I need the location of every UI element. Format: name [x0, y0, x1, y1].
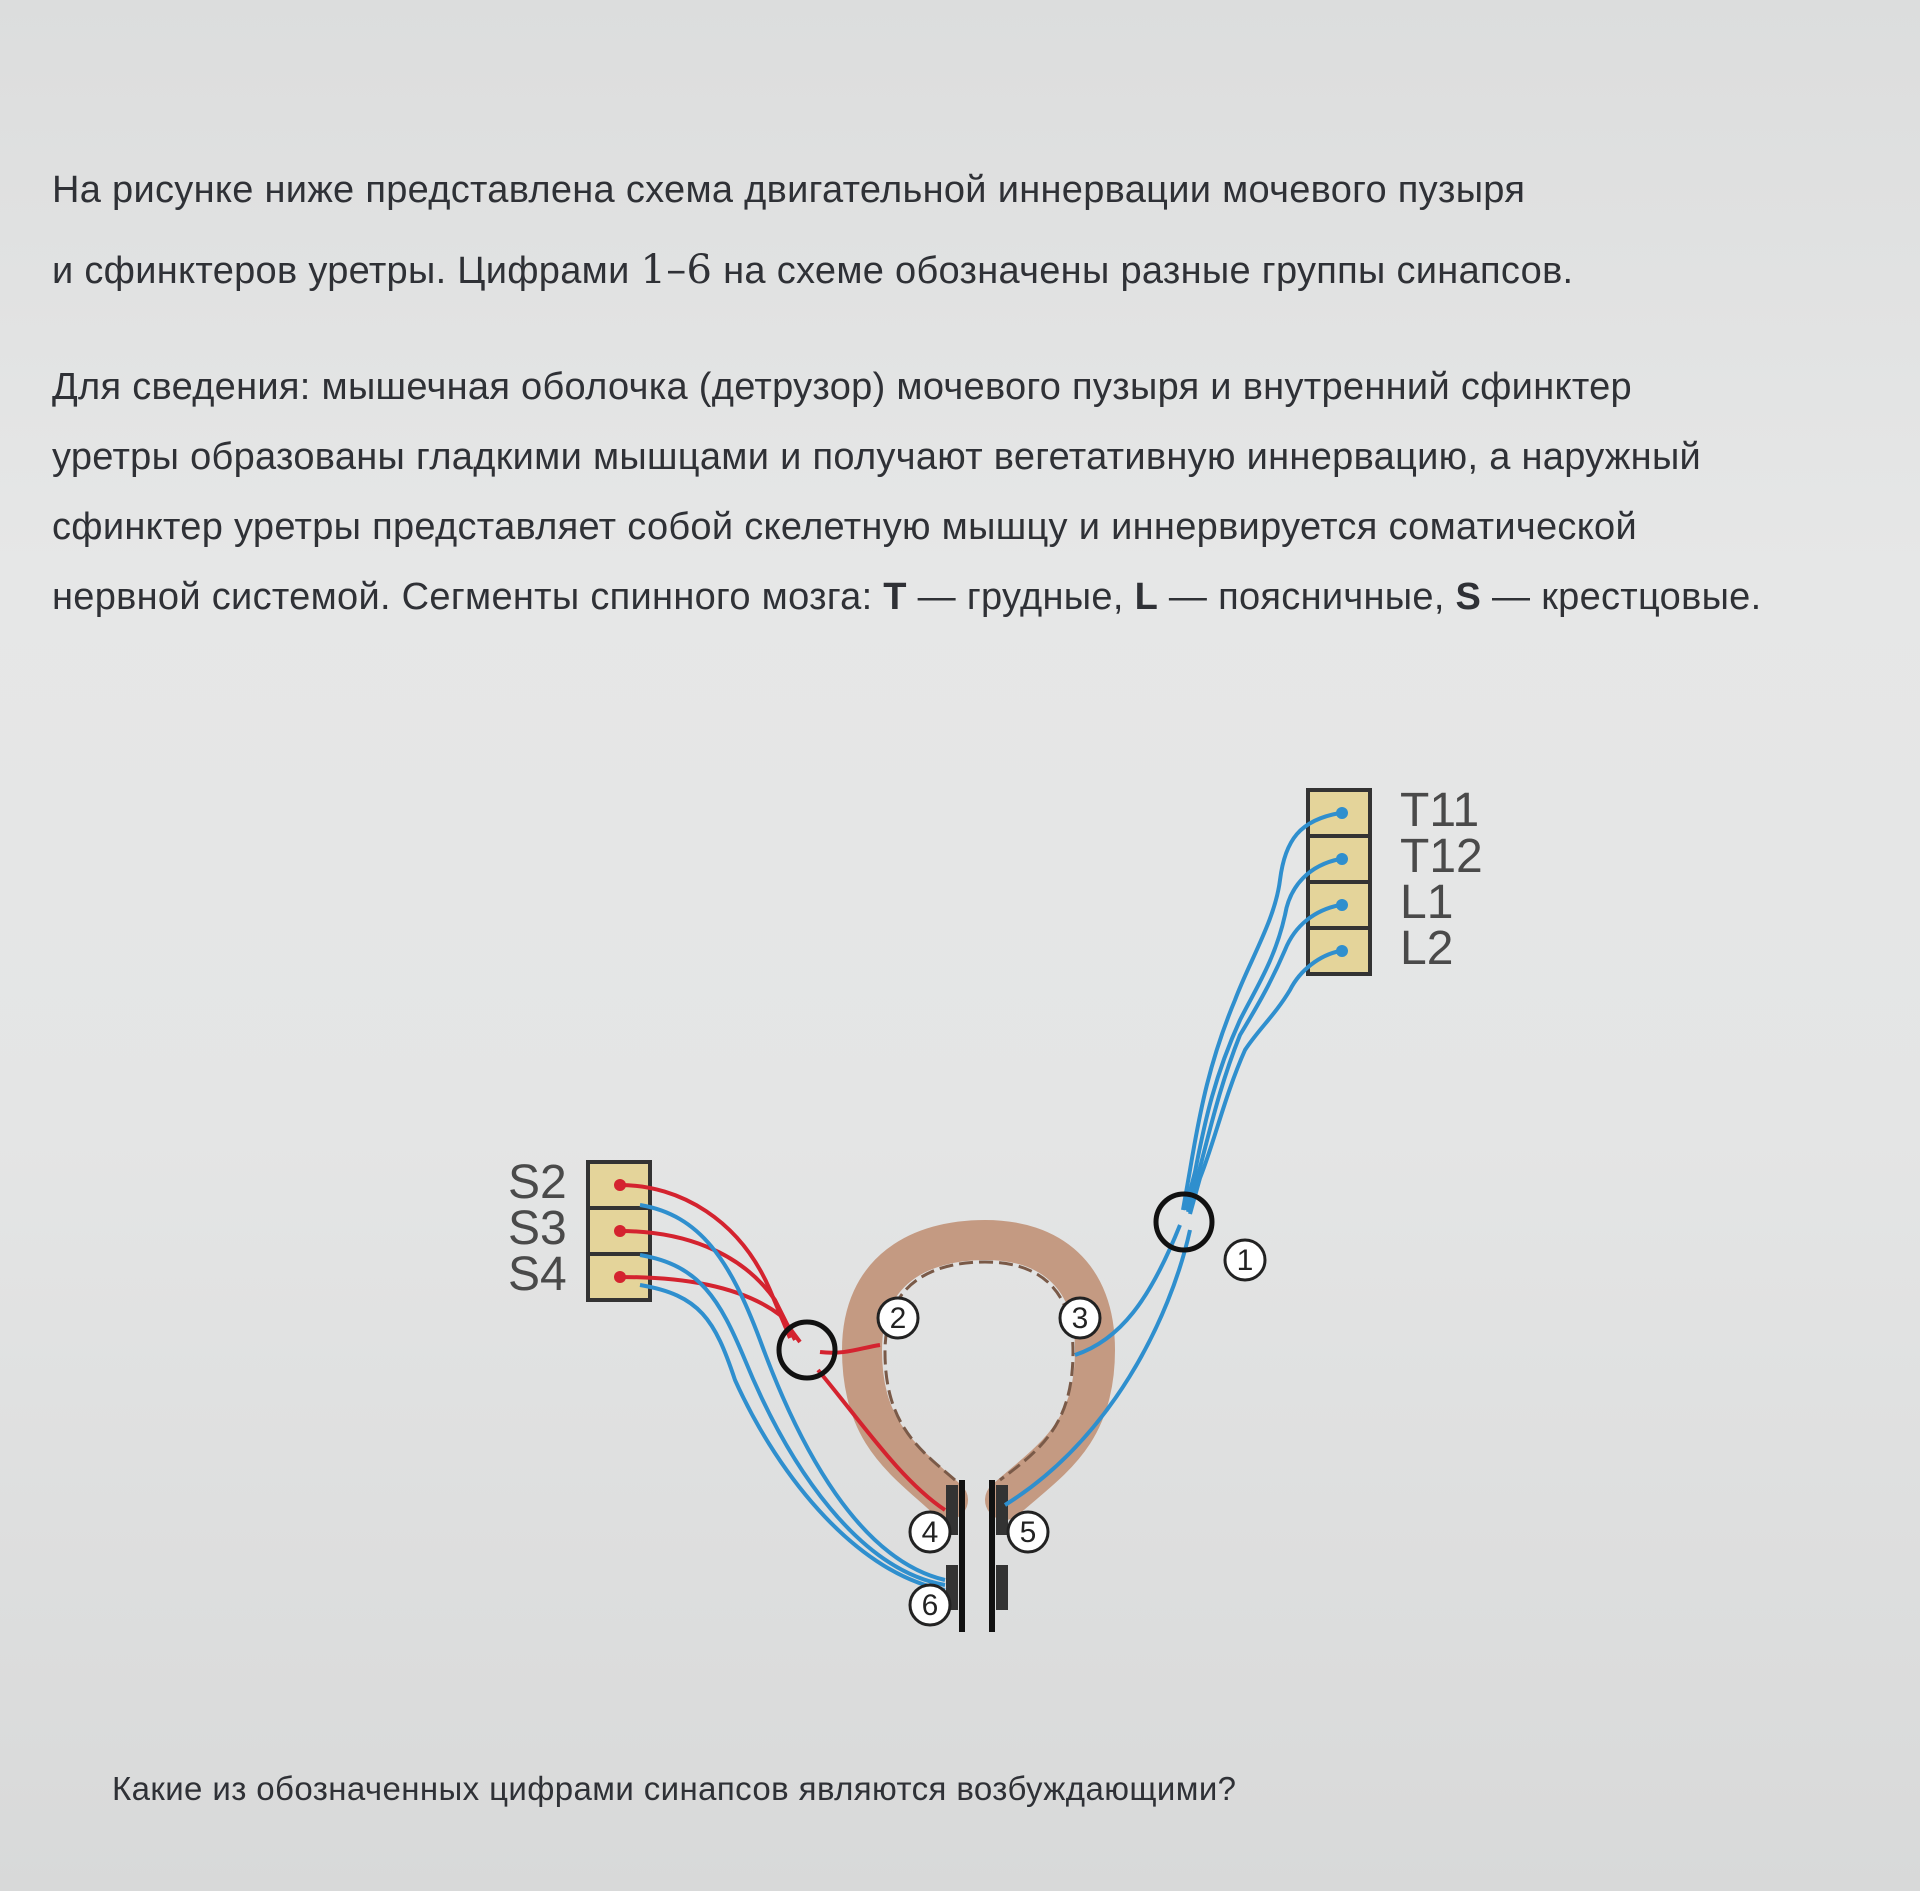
parasympathetic-ganglion — [779, 1322, 835, 1378]
synapse-marker-1 — [1225, 1240, 1265, 1280]
segments-sacral — [508, 1156, 650, 1301]
segment-label-t11: T11 — [1400, 784, 1480, 837]
synapse-number-3: 3 — [1071, 1302, 1089, 1335]
internal-sphincter-right — [996, 1485, 1008, 1535]
segment-label-l1: L1 — [1400, 876, 1454, 929]
synapse-marker-4 — [910, 1512, 950, 1552]
intro-line-2-end: на схеме обозначены разные группы синапсов. — [712, 250, 1574, 292]
segment-label-l2: L2 — [1400, 922, 1454, 975]
info-line-3: сфинктер уретры представляет собой скелетную мышцу и иннервируется соматической — [52, 506, 1638, 548]
letter-s: S — [1455, 576, 1482, 618]
segment-label-t12: T12 — [1400, 830, 1483, 883]
sympathetic-fibers — [1005, 813, 1340, 1505]
synapse-number-1: 1 — [1236, 1244, 1254, 1277]
intro-line-1: На рисунке ниже представлена схема двигательной иннервации мочевого пузыря — [52, 169, 1526, 211]
info-line-4-start: нервной системой. Сегменты спинного мозга: — [52, 576, 884, 618]
synapse-marker-3 — [1060, 1298, 1100, 1338]
synapse-number-6: 6 — [921, 1589, 939, 1622]
synapse-number-2: 2 — [889, 1302, 907, 1335]
synapse-number-5: 5 — [1019, 1516, 1037, 1549]
info-line-1: Для сведения: мышечная оболочка (детрузор) мочевого пузыря и внутренний сфинктер — [52, 366, 1632, 408]
synapse-range: 1–6 — [640, 247, 713, 293]
s-description: — крестцовые. — [1481, 576, 1762, 618]
segment-label-s3: S3 — [508, 1202, 567, 1255]
t-description: — грудные, — [906, 576, 1135, 618]
synapse-marker-6 — [910, 1585, 950, 1625]
synapse-number-4: 4 — [921, 1516, 939, 1549]
question-text: Какие из обозначенных цифрами синапсов являются возбуждающими? — [112, 1770, 1237, 1807]
synapse-marker-5 — [1008, 1512, 1048, 1552]
synapse-marker-2 — [878, 1298, 918, 1338]
segment-label-s2: S2 — [508, 1156, 567, 1209]
intro-line-2-start: и сфинктеров уретры. Цифрами — [52, 250, 641, 292]
letter-l: L — [1134, 576, 1159, 618]
segment-label-s4: S4 — [508, 1248, 567, 1301]
external-sphincter-right — [996, 1565, 1008, 1610]
l-description: — поясничные, — [1158, 576, 1456, 618]
letter-t: T — [883, 576, 907, 618]
info-line-2: уретры образованы гладкими мышцами и получают вегетативную иннервацию, а наружный — [52, 436, 1702, 478]
